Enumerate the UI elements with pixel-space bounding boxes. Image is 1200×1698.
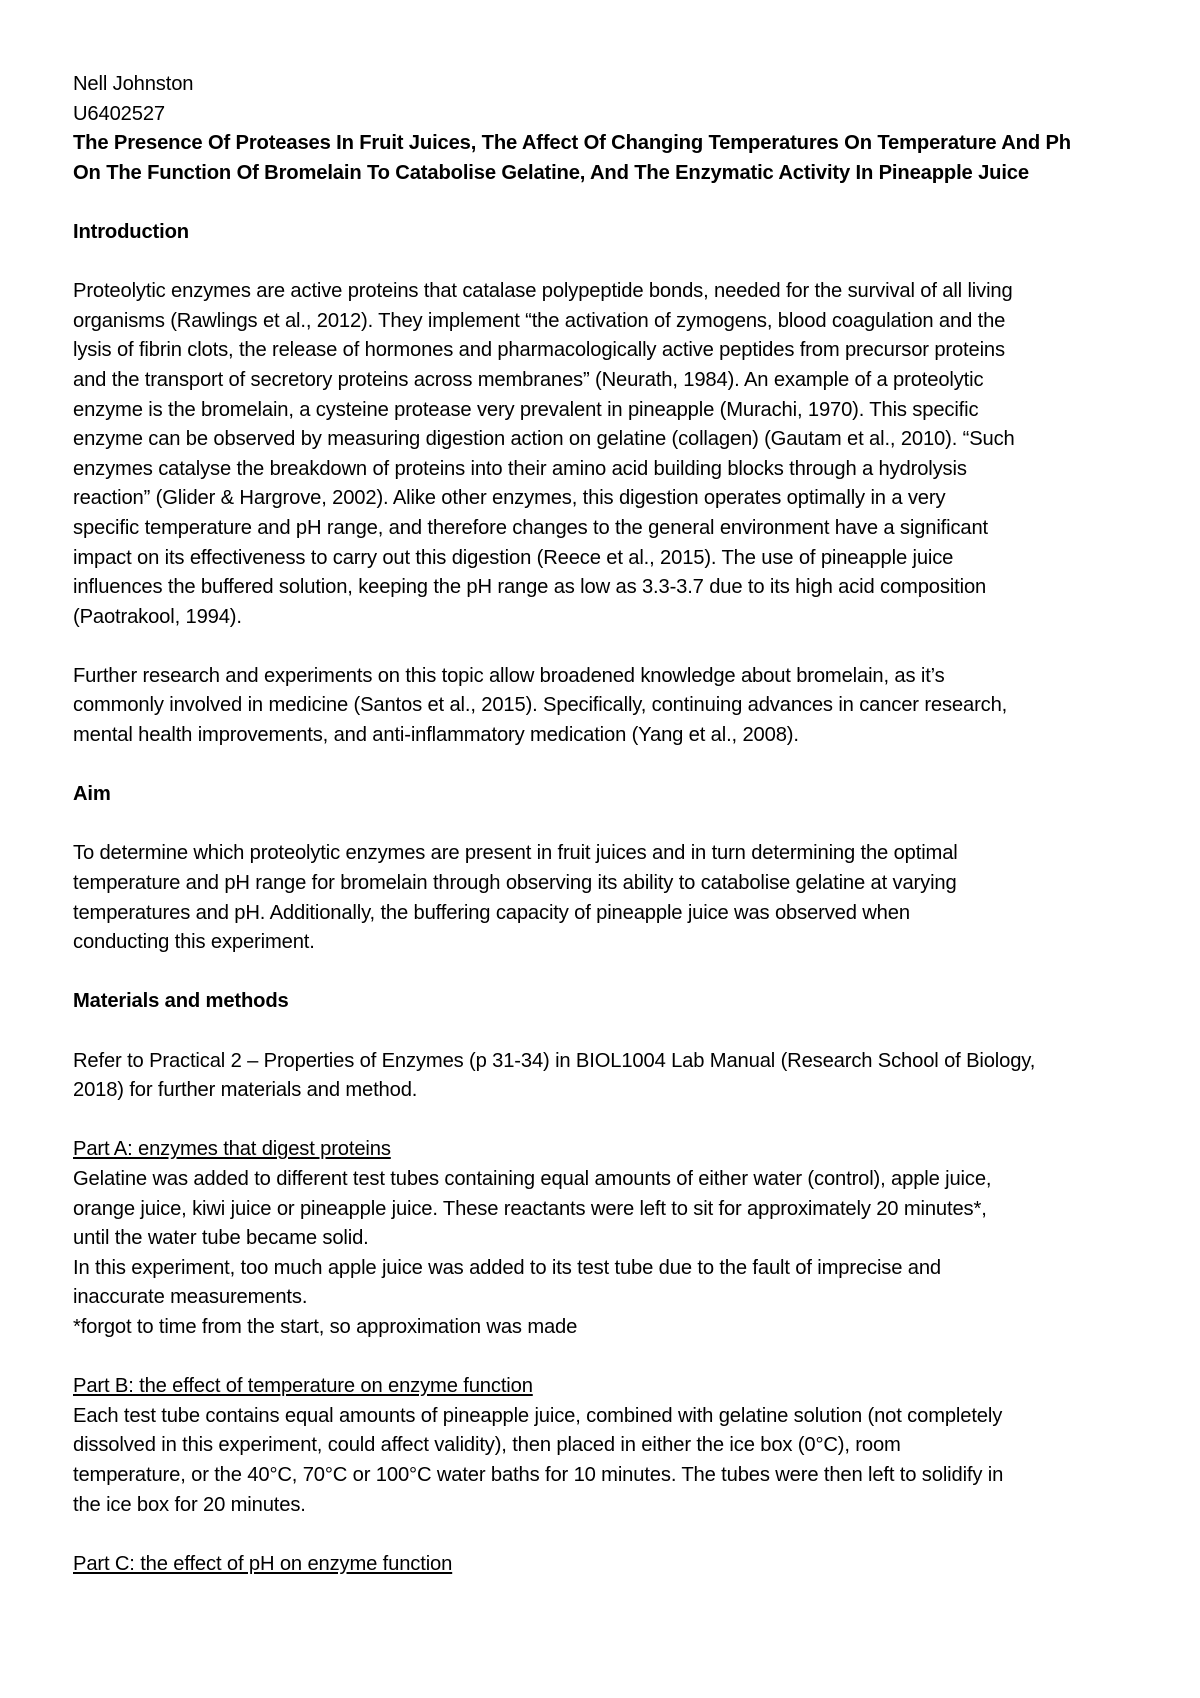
introduction-paragraph-2	[73, 662, 1143, 751]
part-c-heading: Part C: the effect of pH on enzyme function	[73, 1552, 453, 1575]
part-b-paragraph	[73, 1402, 1143, 1520]
part-b-heading: Part B: the effect of temperature on enzyme function	[73, 1375, 533, 1398]
title-line-2: On The Function Of Bromelain To Catabolise Gelatine, And The Enzymatic Activity In Pineapple Juice	[73, 161, 1029, 184]
text-line: influences the buffered solution, keeping the pH range as low as 3.3-3.7 due to its high acid composition	[73, 576, 987, 599]
text-line: and the transport of secretory proteins across membranes” (Neurath, 1984). An example of a proteolytic	[73, 368, 984, 391]
text-line: Each test tube contains equal amounts of pineapple juice, combined with gelatine solution (not completely	[73, 1404, 1003, 1427]
text-line: mental health improvements, and anti-inflammatory medication (Yang et al., 2008).	[73, 724, 799, 747]
methods-reference-paragraph	[73, 1047, 1143, 1106]
text-line: temperature, or the 40°C, 70°C or 100°C water baths for 10 minutes. The tubes were then left to solidify in	[73, 1463, 1004, 1486]
text-line: Gelatine was added to different test tubes containing equal amounts of either water (control), apple juice,	[73, 1167, 992, 1190]
text-line: dissolved in this experiment, could affect validity), then placed in either the ice box (0°C), room	[73, 1434, 901, 1457]
text-line: Proteolytic enzymes are active proteins that catalase polypeptide bonds, needed for the survival of all living	[73, 280, 1013, 303]
text-line: temperature and pH range for bromelain through observing its ability to catabolise gelatine at varying	[73, 872, 957, 895]
text-line: temperatures and pH. Additionally, the buffering capacity of pineapple juice was observed when	[73, 901, 910, 924]
text-line: Refer to Practical 2 – Properties of Enzymes (p 31-34) in BIOL1004 Lab Manual (Research School of Biology,	[73, 1049, 1036, 1072]
text-line: organisms (Rawlings et al., 2012). They implement “the activation of zymogens, blood coagulation and the	[73, 309, 1006, 332]
text-line: *forgot to time from the start, so approximation was made	[73, 1315, 578, 1338]
text-line: reaction” (Glider & Hargrove, 2002). Alike other enzymes, this digestion operates optimally in a very	[73, 487, 946, 510]
aim-heading: Aim	[73, 783, 111, 806]
text-line: until the water tube became solid.	[73, 1227, 369, 1250]
text-line: 2018) for further materials and method.	[73, 1079, 418, 1102]
text-line: enzymes catalyse the breakdown of proteins into their amino acid building blocks through a hydrolysis	[73, 457, 967, 480]
text-line: inaccurate measurements.	[73, 1286, 308, 1309]
text-line: specific temperature and pH range, and therefore changes to the general environment have a significant	[73, 516, 989, 539]
text-line: commonly involved in medicine (Santos et al., 2015). Specifically, continuing advances in cancer research,	[73, 694, 1008, 717]
text-line: Further research and experiments on this topic allow broadened knowledge about bromelain, as it’s	[73, 664, 945, 687]
text-line: the ice box for 20 minutes.	[73, 1493, 306, 1516]
text-line: In this experiment, too much apple juice was added to its test tube due to the fault of imprecise and	[73, 1256, 942, 1279]
author-name: Nell Johnston	[73, 73, 194, 95]
part-a-heading: Part A: enzymes that digest proteins	[73, 1138, 391, 1161]
text-line: conducting this experiment.	[73, 931, 315, 954]
text-line: To determine which proteolytic enzymes are present in fruit juices and in turn determining the optimal	[73, 842, 958, 865]
student-id: U6402527	[73, 102, 165, 125]
aim-paragraph	[73, 839, 1143, 957]
text-line: (Paotrakool, 1994).	[73, 605, 242, 628]
text-line: impact on its effectiveness to carry out this digestion (Reece et al., 2015). The use of pineapple juice	[73, 546, 954, 569]
text-line: orange juice, kiwi juice or pineapple juice. These reactants were left to sit for approximately 20 minutes*,	[73, 1197, 987, 1220]
text-line: enzyme is the bromelain, a cysteine protease very prevalent in pineapple (Murachi, 1970). This specific	[73, 398, 979, 421]
document-page	[73, 70, 1143, 1579]
introduction-paragraph-1	[73, 277, 1143, 632]
text-line: lysis of fibrin clots, the release of hormones and pharmacologically active peptides from precursor proteins	[73, 339, 1005, 362]
part-a-paragraph	[73, 1165, 1143, 1343]
text-line: enzyme can be observed by measuring digestion action on gelatine (collagen) (Gautam et al., 2010). “Such	[73, 428, 1015, 451]
introduction-heading: Introduction	[73, 220, 189, 243]
methods-heading: Materials and methods	[73, 990, 289, 1013]
title-line-1: The Presence Of Proteases In Fruit Juices, The Affect Of Changing Temperatures On Temperature And Ph	[73, 132, 1071, 155]
